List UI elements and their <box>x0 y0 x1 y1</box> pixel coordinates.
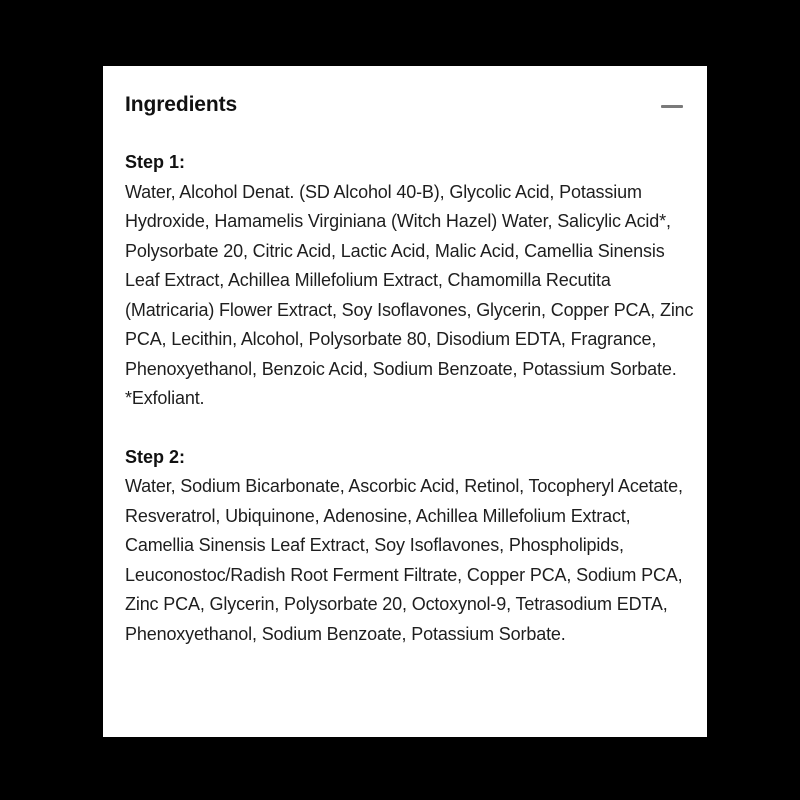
step-1-section <box>125 148 694 414</box>
step-1-title: Step 1: <box>125 152 186 172</box>
step-2-title: Step 2: <box>125 446 186 467</box>
ingredients-header[interactable] <box>125 66 685 148</box>
ingredients-panel <box>103 66 707 737</box>
step-2-section <box>125 443 685 650</box>
step-1-ingredients: Water, Alcohol Denat. (SD Alcohol 40-B), Glycolic Acid, Potassium Hydroxide, Hamamelis Virginiana (Witch Hazel) Water, Salicylic Acid*, Polysorbate 20, Citric Acid, Lactic Acid, Malic Acid, Camellia Sinensis Leaf Extract, Achillea Millefolium Extract, Chamomilla Recutita (Matricaria) Flower Extract, Soy Isoflavones, Glycerin, Copper PCA, Zinc PCA, Lecithin, Alcohol, Polysorbate 80, Disodium EDTA, Fragrance, Phenoxyethanol, Benzoic Acid, Sodium Benzoate, Potassium Sorbate. *Exfoliant. <box>125 181 694 408</box>
section-title: Ingredients <box>125 93 238 116</box>
collapse-button[interactable] <box>659 94 685 120</box>
step-2-ingredients: Water, Sodium Bicarbonate, Ascorbic Acid, Retinol, Tocopheryl Acetate, Resveratrol, Ubiquinone, Adenosine, Achillea Millefolium Extract, Camellia Sinensis Leaf Extract, Soy Isoflavones, Phospholipids, Leuconostoc/Radish Root Ferment Filtrate, Copper PCA, Sodium PCA, Zinc PCA, Glycerin, Polysorbate 20, Octoxynol-9, Tetrasodium EDTA, Phenoxyethanol, Sodium Benzoate, Potassium Sorbate. <box>125 476 683 644</box>
minus-icon <box>661 105 683 108</box>
